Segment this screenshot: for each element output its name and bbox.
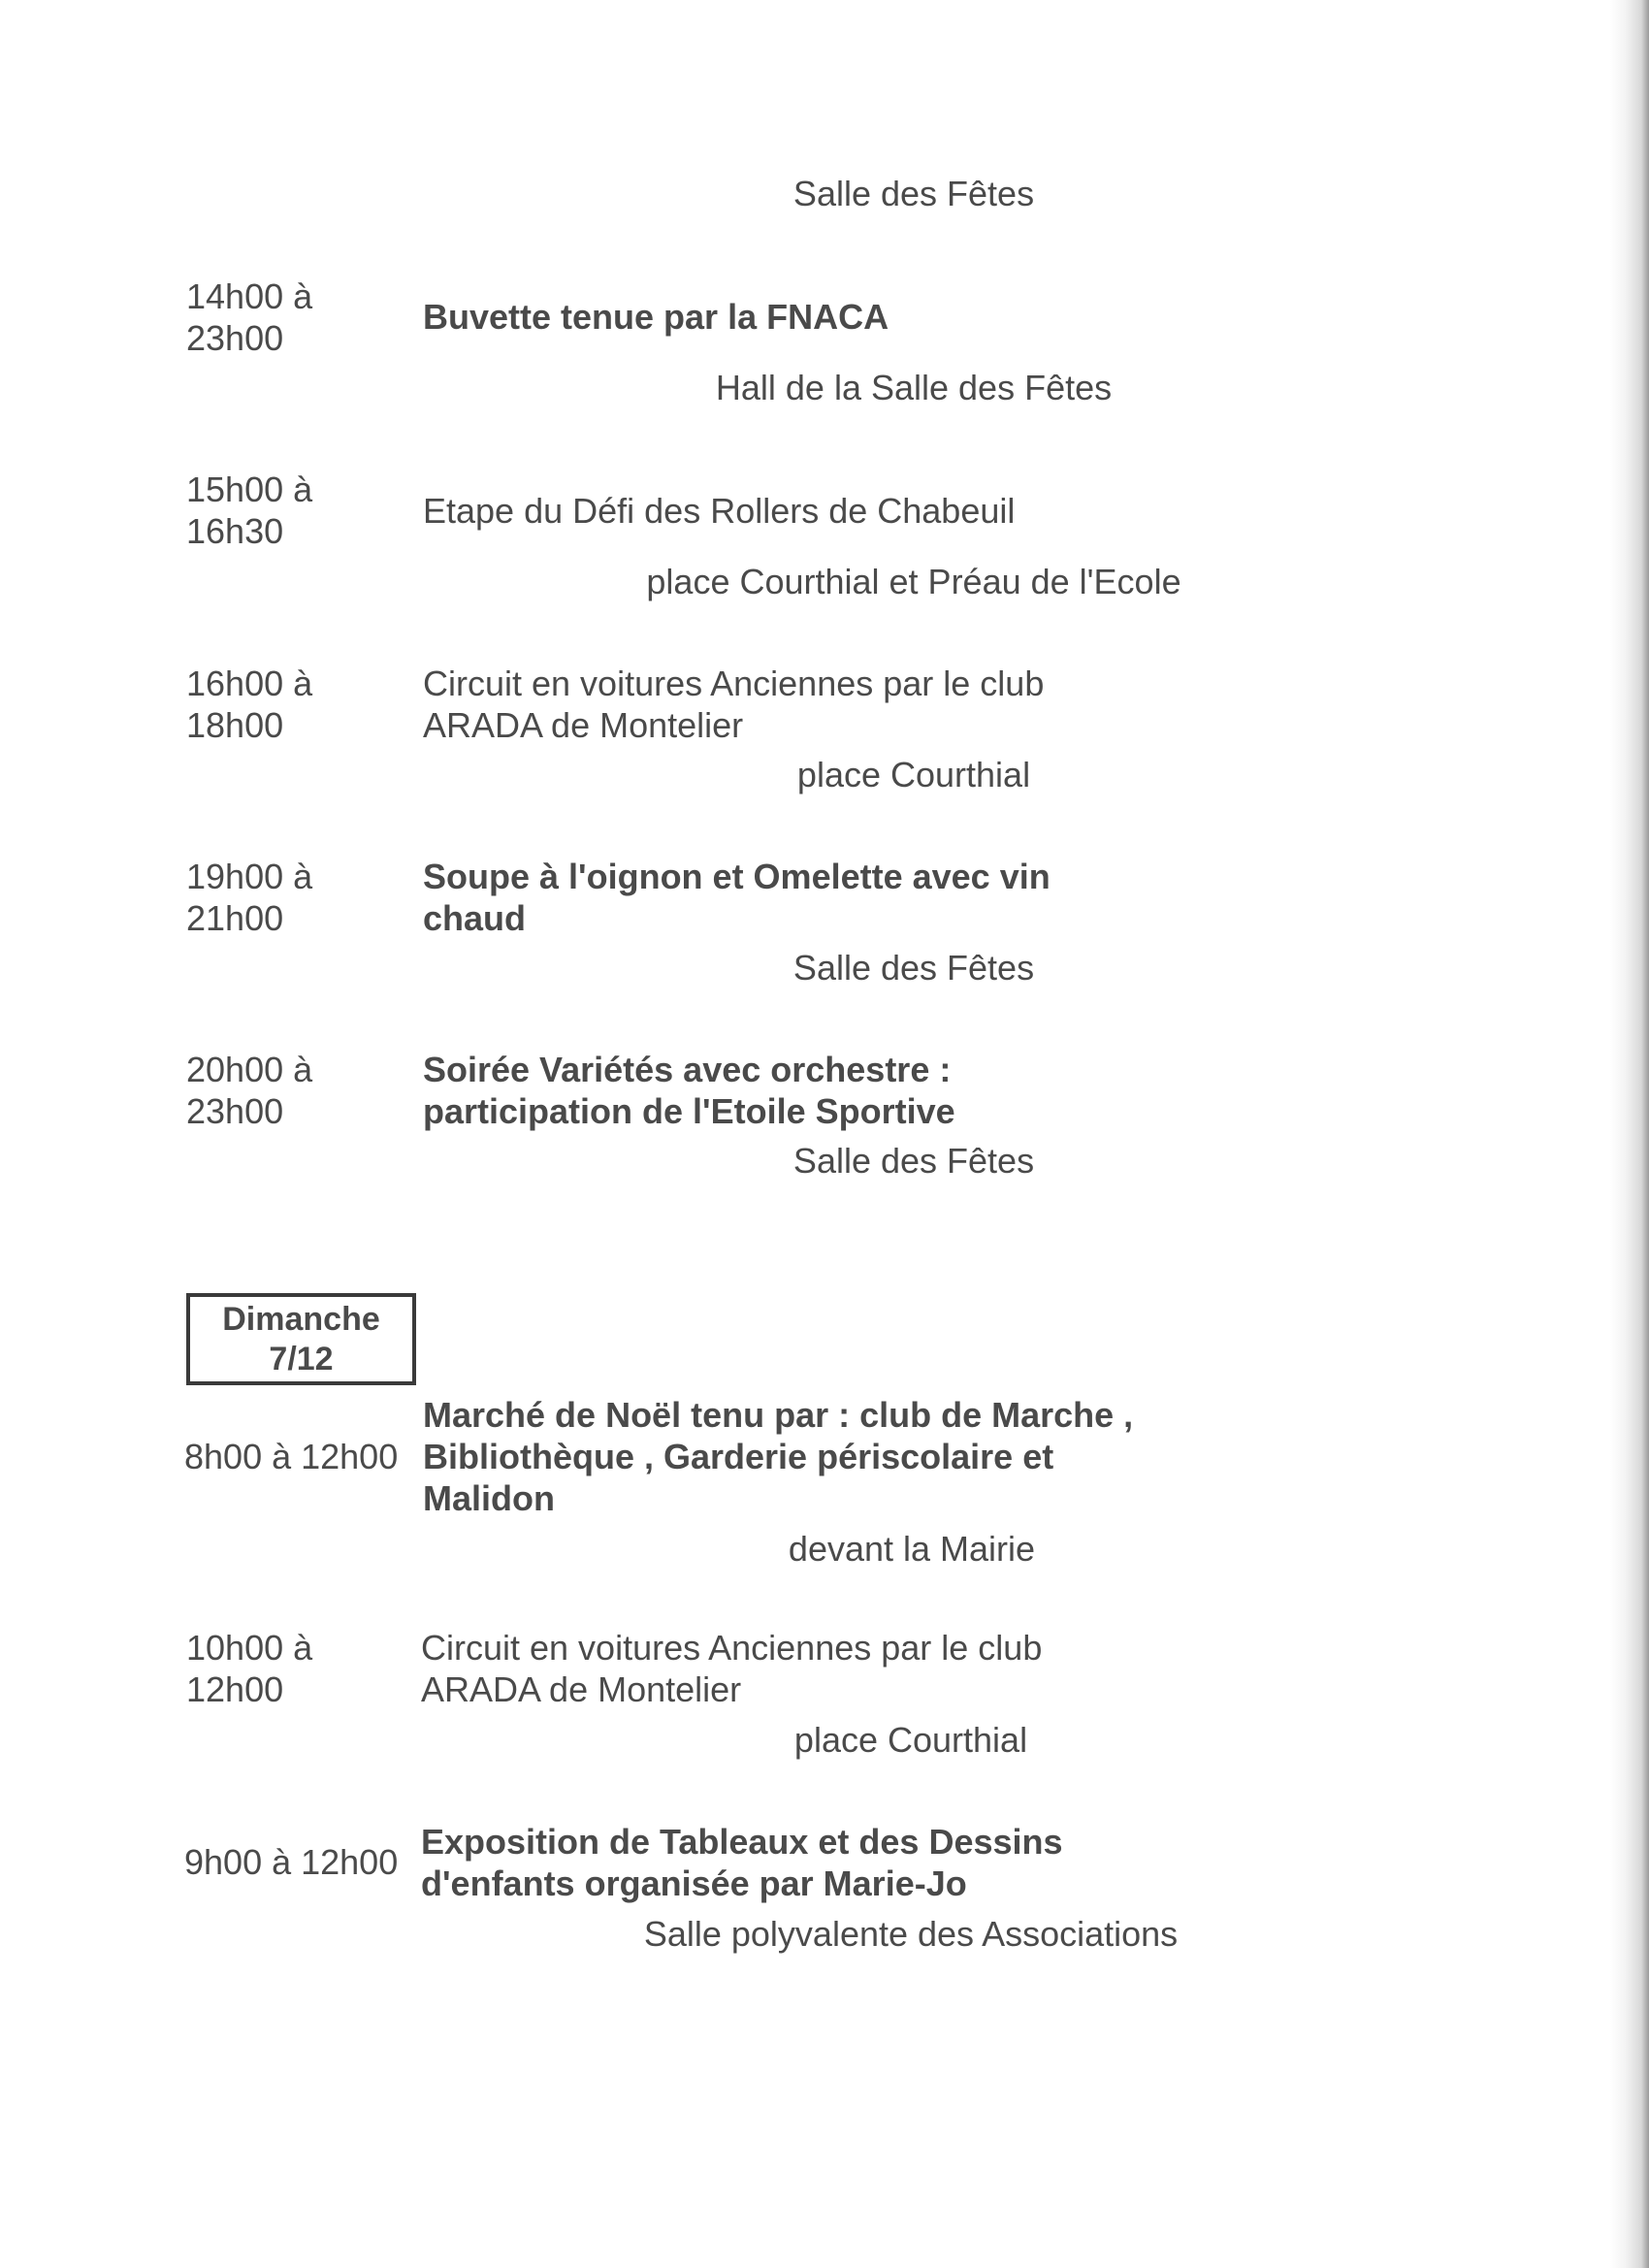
event-location: place Courthial et Préau de l'Ecole bbox=[646, 562, 1181, 601]
event-title: Etape du Défi des Rollers de Chabeuil bbox=[423, 491, 1016, 531]
event-location: Salle des Fêtes bbox=[792, 1141, 1035, 1181]
event-title: Soupe à l'oignon et Omelette avec vin chaud bbox=[423, 857, 1051, 938]
event-title: Exposition de Tableaux et des Dessins d'enfants organisée par Marie-Jo bbox=[421, 1822, 1063, 1903]
event-time: 20h00 à 23h00 bbox=[186, 1050, 313, 1131]
event-title: Soirée Variétés avec orchestre : participation de l'Etoile Sportive bbox=[423, 1050, 955, 1131]
scan-edge bbox=[1610, 0, 1649, 2268]
event-location: place Courthial bbox=[793, 1720, 1028, 1760]
event-location: Salle des Fêtes bbox=[792, 948, 1035, 988]
event-title: Circuit en voitures Anciennes par le club ARADA de Montelier bbox=[423, 664, 1045, 745]
day-label: Dimanche bbox=[222, 1301, 380, 1338]
event-time: 8h00 à 12h00 bbox=[184, 1437, 399, 1476]
date-label: 7/12 bbox=[269, 1341, 334, 1377]
event-time: 16h00 à 18h00 bbox=[186, 664, 313, 745]
event-time: 15h00 à 16h30 bbox=[186, 470, 313, 551]
event-location: place Courthial bbox=[796, 755, 1031, 794]
event-time: 9h00 à 12h00 bbox=[184, 1842, 399, 1882]
event-title: Circuit en voitures Anciennes par le club ARADA de Montelier bbox=[421, 1628, 1043, 1709]
event-title: Marché de Noël tenu par : club de Marche , Bibliothèque , Garderie périscolaire et Malidon bbox=[423, 1395, 1134, 1518]
event-location: Hall de la Salle des Fêtes bbox=[715, 368, 1113, 407]
event-time: 14h00 à 23h00 bbox=[186, 276, 313, 358]
event-location: devant la Mairie bbox=[788, 1529, 1036, 1569]
event-location: Salle des Fêtes bbox=[792, 174, 1035, 213]
event-location: Salle polyvalente des Associations bbox=[643, 1914, 1179, 1954]
event-time: 10h00 à 12h00 bbox=[186, 1628, 313, 1709]
event-title: Buvette tenue par la FNACA bbox=[423, 297, 889, 337]
day-header bbox=[186, 1293, 416, 1385]
event-time: 19h00 à 21h00 bbox=[186, 857, 313, 938]
